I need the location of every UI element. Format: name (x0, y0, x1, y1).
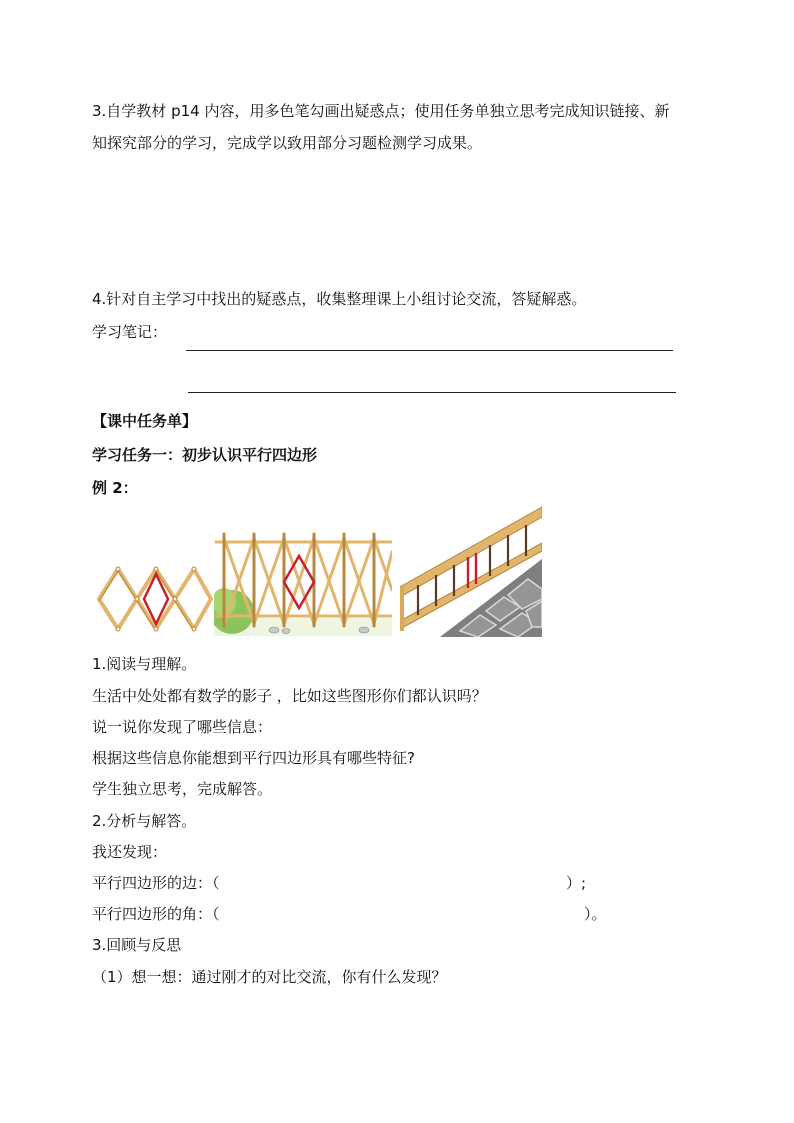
extendable-lattice-illustration (96, 564, 214, 634)
angles-close: ）。 (584, 905, 607, 923)
step1-title: 1.阅读与理解。 (92, 655, 197, 673)
item3-line1: 3.自学教材 p14 内容，用多色笔勾画出疑惑点；使用任务单独立思考完成知识链接、新 (92, 102, 670, 120)
step3-q1: （1）想一想：通过刚才的对比交流，你有什么发现？ (92, 968, 447, 986)
step1-q4: 学生独立思考，完成解答。 (92, 780, 273, 798)
item4: 4.针对自主学习中找出的疑惑点，收集整理课上小组讨论交流，答疑解惑。 (92, 290, 587, 308)
notes-label: 学习笔记： (92, 323, 168, 341)
section-title: 【课中任务单】 (92, 412, 198, 430)
step1-q3: 根据这些信息你能想到平行四边形具有哪些特征? (92, 749, 415, 767)
step3-title: 3.回顾与反思 (92, 936, 182, 954)
step2-found: 我还发现： (92, 843, 168, 861)
step1-q2: 说一说你发现了哪些信息： (92, 718, 273, 736)
garden-fence-illustration (214, 532, 392, 636)
notes-line-2 (188, 392, 676, 393)
step2-title: 2.分析与解答。 (92, 812, 197, 830)
stair-railing-illustration (400, 503, 542, 637)
task1-title: 学习任务一：初步认识平行四边形 (92, 446, 318, 464)
example-label: 例 2： (92, 479, 138, 497)
sides-label: 平行四边形的边：（ (92, 874, 220, 892)
sides-close: ）; (566, 874, 587, 892)
step1-q1: 生活中处处都有数学的影子 ，比如这些图形你们都认识吗？ (92, 687, 487, 705)
notes-line-1 (186, 350, 673, 351)
angles-label: 平行四边形的角：（ (92, 905, 220, 923)
item3-line2: 知探究部分的学习，完成学以致用部分习题检测学习成果。 (92, 134, 483, 152)
